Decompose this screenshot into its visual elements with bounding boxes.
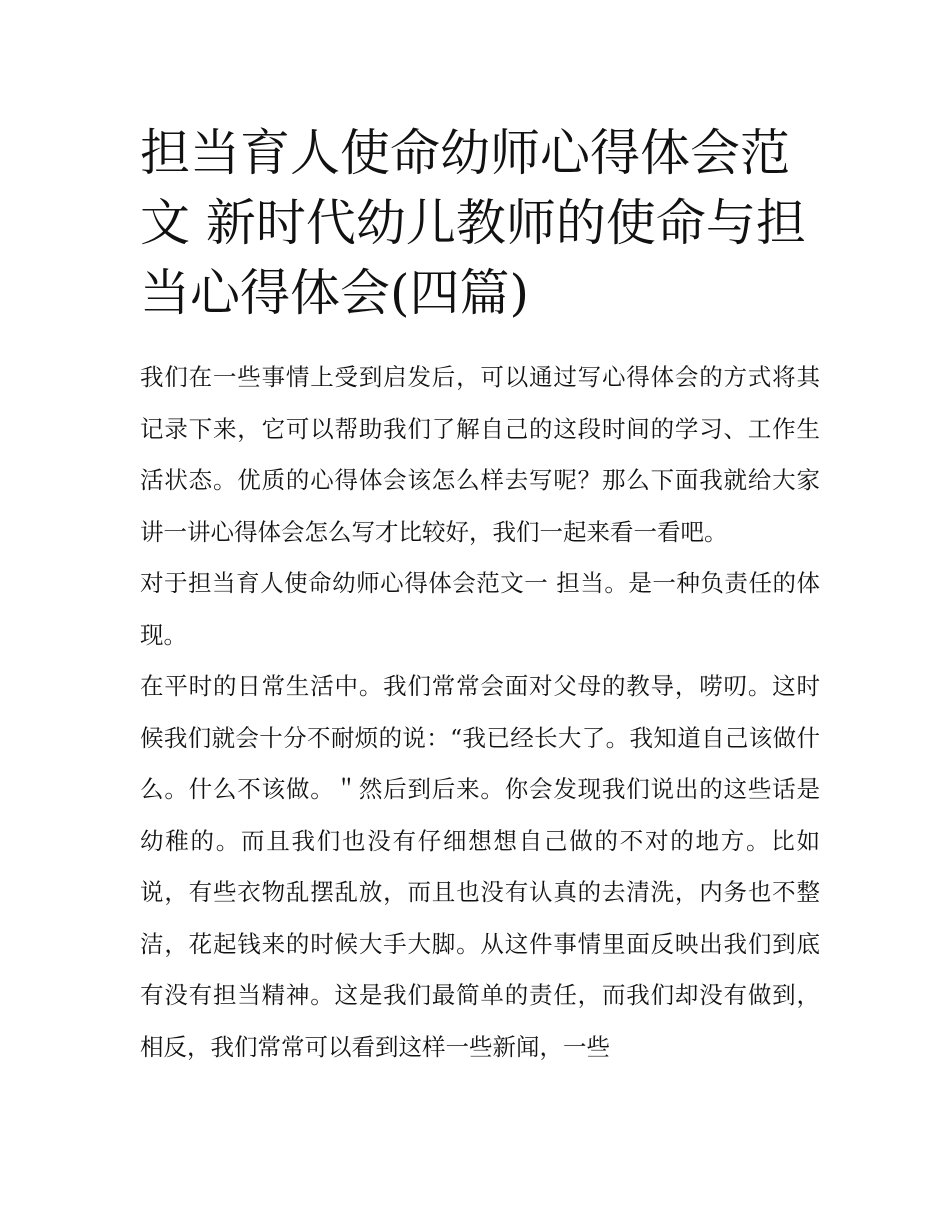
document-body [140, 352, 820, 1073]
document-title: 担当育人使命幼师心得体会范文 新时代幼儿教师的使命与担当心得体会(四篇) [140, 124, 806, 322]
paragraph-intro: 我们在一些事情上受到启发后，可以通过写心得体会的方式将其记录下来，它可以帮助我们了解自己的这段时间的学习、工作生活状态。优质的心得体会该怎么样去写呢？那么下面我就给大家讲一讲心得体会怎么写才比较好，我们一起来看一看吧。 [140, 363, 820, 546]
paragraph-daily-life: 在平时的日常生活中。我们常常会面对父母的教导，唠叨。这时候我们就会十分不耐烦的说：“我已经长大了。我知道自己该做什么。什么不该做。＂然后到后来。你会发现我们说出的这些话是幼稚的。而且我们也没有仔细想想自己做的不对的地方。比如说，有些衣物乱摆乱放，而且也没有认真的去清洗，内务也不整洁，花起钱来的时候大手大脚。从这件事情里面反映出我们到底有没有担当精神。这是我们最简单的责任，而我们却没有做到，相反，我们常常可以看到这样一些新闻，一些 [140, 672, 820, 1061]
paragraph-essay-one-opening: 对于担当育人使命幼师心得体会范文一 担当。是一种负责任的体现。 [140, 569, 820, 649]
